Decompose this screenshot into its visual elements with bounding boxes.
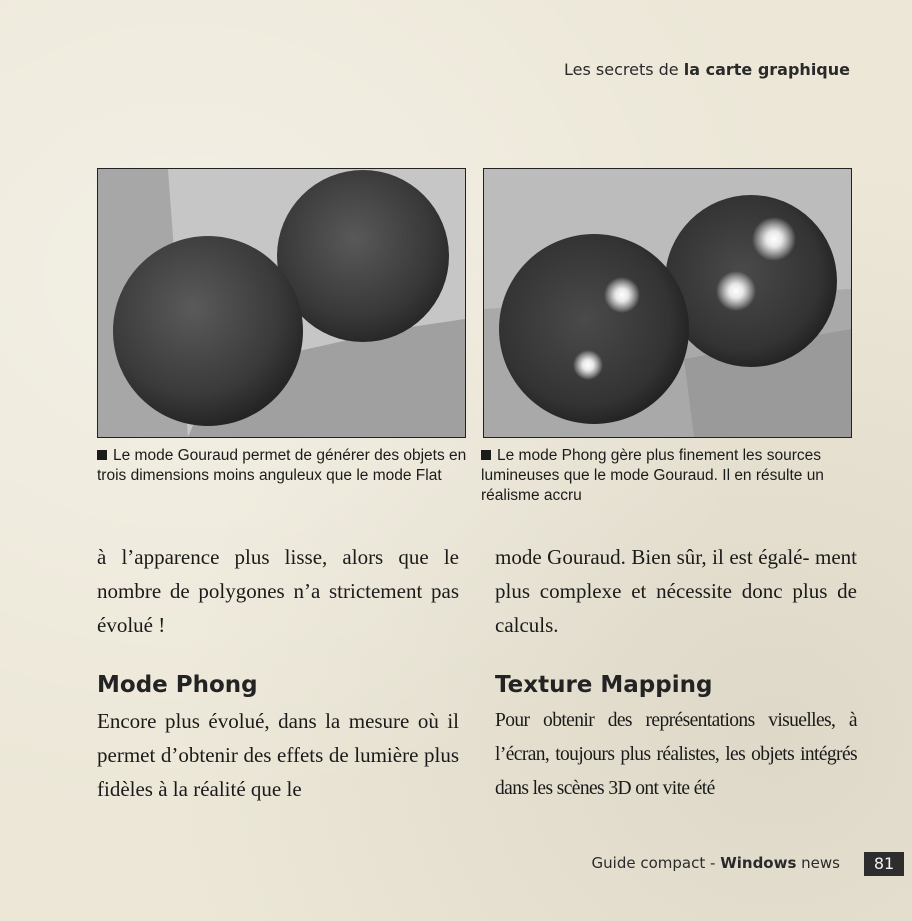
caption-gouraud — [97, 446, 467, 486]
figure-gouraud — [97, 168, 466, 438]
paragraph-left-top: à l’apparence plus lisse, alors que le nombre de polygones n’a strictement pas évolué ! — [97, 545, 459, 637]
footer-suffix: news — [796, 854, 840, 872]
caption-text: Le mode Gouraud permet de générer des objets en trois dimensions moins anguleux que le mode Flat — [97, 447, 467, 484]
header-title: la carte graphique — [683, 60, 850, 79]
paragraph-right-body: Pour obtenir des représentations visuelles, à l’écran, toujours plus réalistes, les objets intégrés dans les scènes 3D ont vite été — [495, 710, 857, 799]
running-footer — [592, 854, 840, 872]
paragraph-left-body: Encore plus évolué, dans la mesure où il permet d’obtenir des effets de lumière plus fidèles à la réalité que le — [97, 709, 459, 801]
footer-prefix: Guide compact - — [591, 854, 721, 872]
footer-brand: Windows — [720, 854, 797, 872]
page-number: 81 — [864, 852, 904, 876]
phong-render-image — [484, 169, 851, 437]
figure-phong — [483, 168, 852, 438]
caption-text: Le mode Phong gère plus finement les sources lumineuses que le mode Gouraud. Il en résulte un réalisme accru — [481, 447, 824, 504]
caption-phong — [481, 446, 851, 506]
running-header — [564, 60, 850, 79]
heading-texture-mapping: Texture Mapping — [495, 672, 713, 698]
caption-bullet-icon — [97, 450, 107, 460]
header-prefix: Les secrets de — [564, 60, 684, 79]
paragraph-right-top: mode Gouraud. Bien sûr, il est égalé- ment plus complexe et nécessite donc plus de calculs. — [495, 545, 857, 637]
caption-bullet-icon — [481, 450, 491, 460]
heading-mode-phong: Mode Phong — [97, 672, 258, 698]
gouraud-render-image — [98, 169, 465, 437]
